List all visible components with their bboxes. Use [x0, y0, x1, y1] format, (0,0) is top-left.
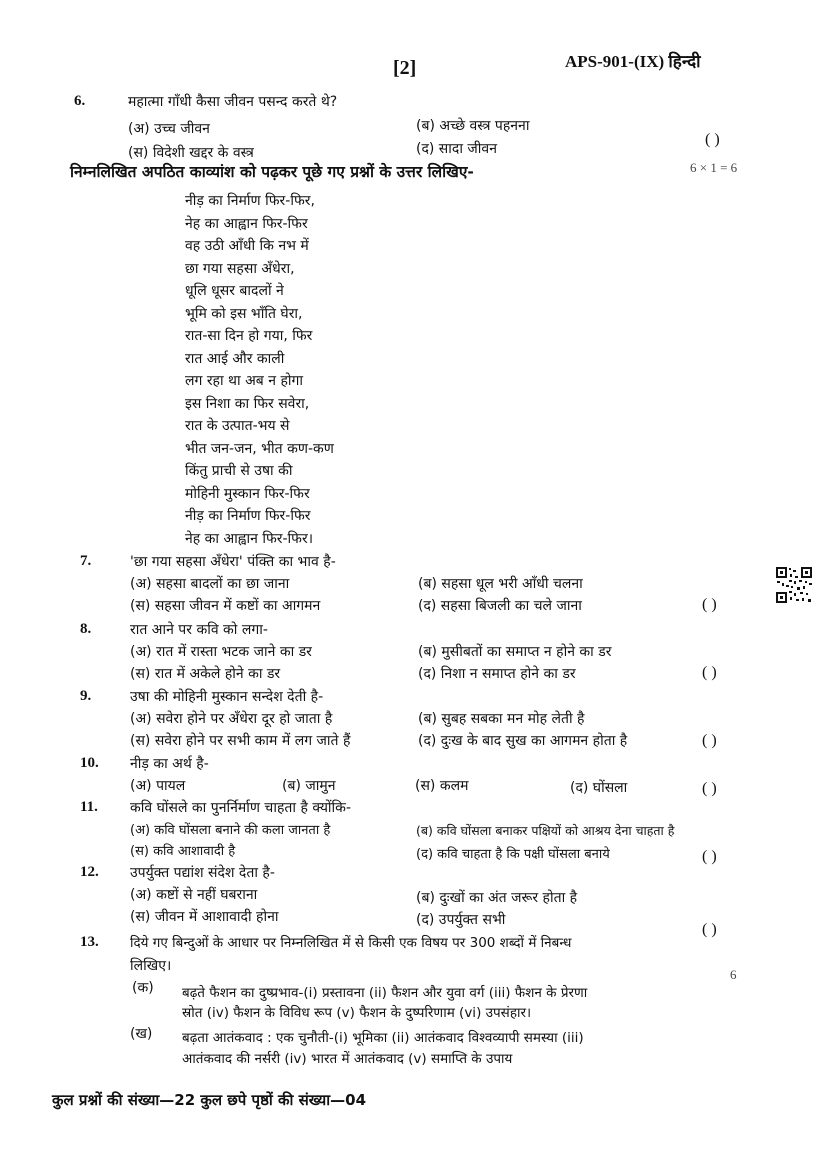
q10-option-d: (द) घोंसला [570, 780, 628, 796]
margin-mark: 6 × 1 = 6 [690, 160, 738, 175]
q11-option-b: (ब) कवि घोंसला बनाकर पक्षियों को आश्रय देना चाहता है [416, 823, 675, 838]
poem-line: रात आई और काली [185, 350, 285, 367]
q8-answer-blank: ( ) [702, 664, 717, 681]
q6-option-d: (द) सादा जीवन [416, 141, 497, 157]
poem-line: धूलि धूसर बादलों ने [185, 283, 284, 299]
q13-line-1: दिये गए बिन्दुओं के आधार पर निम्नलिखित में से किसी एक विषय पर 300 शब्दों में निबन्ध [130, 935, 572, 951]
q13-number: 13. [80, 934, 99, 950]
q13-mark: 6 [730, 967, 737, 982]
q6-number: 6. [74, 93, 86, 109]
q8-option-a: (अ) रात में रास्ता भटक जाने का डर [130, 644, 312, 660]
q9-option-b: (ब) सुबह सबका मन मोह लेती है [418, 711, 585, 727]
q7-question: 'छा गया सहसा अँधेरा' पंक्ति का भाव है- [130, 554, 336, 570]
q12-option-b: (ब) दुःखों का अंत जरूर होता है [416, 890, 578, 906]
q12-number: 12. [80, 864, 99, 880]
q7-option-d: (द) सहसा बिजली का चले जाना [418, 598, 582, 614]
q8-number: 8. [80, 621, 92, 637]
q7-number: 7. [80, 553, 92, 569]
q12-answer-blank: ( ) [702, 921, 717, 938]
q13-option-kha-line-2: आतंकवाद की नर्सरी (iv) भारत में आतंकवाद (v) समाप्ति के उपाय [182, 1051, 513, 1067]
q6-question: महात्मा गाँधी कैसा जीवन पसन्द करते थे? [128, 94, 338, 110]
q11-option-a: (अ) कवि घोंसला बनाने की कला जानता है [130, 823, 331, 838]
q8-option-d: (द) निशा न समाप्त होने का डर [418, 666, 576, 682]
poem-line: भूमि को इस भाँति घेरा, [185, 305, 303, 322]
q8-question: रात आने पर कवि को लगा- [130, 622, 268, 638]
q13-option-ka-label: (क) [132, 980, 154, 996]
q12-option-c: (स) जीवन में आशावादी होना [130, 909, 279, 925]
q10-option-a: (अ) पायल [130, 778, 186, 794]
q8-option-b: (ब) मुसीबतों का समाप्त न होने का डर [418, 644, 612, 660]
poem-line: छा गया सहसा अँधेरा, [185, 260, 295, 277]
q11-number: 11. [80, 799, 98, 815]
poem-line: नेह का आह्वान फिर-फिर। [185, 530, 314, 547]
q11-answer-blank: ( ) [702, 848, 717, 865]
poem-stanza [185, 190, 334, 550]
poem-line: भीत जन-जन, भीत कण-कण [185, 440, 334, 457]
q10-question: नीड़ का अर्थ है- [130, 756, 209, 772]
paper-code: APS-901-(IX) हिन्दी [565, 52, 701, 71]
q8-option-c: (स) रात में अकेले होने का डर [130, 666, 281, 682]
q9-answer-blank: ( ) [702, 732, 717, 749]
poem-line: नेह का आह्वान फिर-फिर [185, 215, 308, 232]
q7-option-c: (स) सहसा जीवन में कष्टों का आगमन [130, 598, 321, 614]
q9-question: उषा की मोहिनी मुस्कान सन्देश देती है- [130, 689, 324, 705]
poem-line: मोहिनी मुस्कान फिर-फिर [185, 485, 310, 502]
q10-number: 10. [80, 755, 99, 771]
q10-answer-blank: ( ) [702, 780, 717, 797]
q9-option-a: (अ) सवेरा होने पर अँधेरा दूर हो जाता है [130, 711, 333, 727]
passage-instruction: निम्नलिखित अपठित काव्यांश को पढ़कर पूछे गए प्रश्नों के उत्तर लिखिए- [70, 163, 474, 181]
q13-line-2: लिखिए। [130, 958, 172, 974]
q7-option-b: (ब) सहसा धूल भरी आँधी चलना [418, 576, 583, 592]
q9-number: 9. [80, 688, 92, 704]
poem-line: इस निशा का फिर सवेरा, [185, 395, 310, 412]
q10-option-b: (ब) जामुन [282, 778, 336, 794]
q6-option-b: (ब) अच्छे वस्त्र पहनना [416, 118, 530, 134]
q11-question: कवि घोंसले का पुनर्निर्माण चाहता है क्योंकि- [130, 800, 351, 816]
q11-option-c: (स) कवि आशावादी है [130, 844, 236, 859]
q11-option-d: (द) कवि चाहता है कि पक्षी घोंसला बनाये [416, 847, 610, 862]
q13-option-ka-line-2: स्रोत (iv) फैशन के विविध रूप (v) फैशन के दुष्परिणाम (vi) उपसंहार। [182, 1005, 532, 1021]
poem-line: रात-सा दिन हो गया, फिर [185, 328, 313, 344]
qr-code-icon [775, 566, 813, 604]
q6-answer-blank: ( ) [705, 131, 720, 148]
poem-line: रात के उत्पात-भय से [185, 418, 290, 434]
q12-option-a: (अ) कष्टों से नहीं घबराना [130, 887, 258, 903]
q6-option-a: (अ) उच्च जीवन [128, 121, 210, 137]
q6-option-c: (स) विदेशी खद्दर के वस्त्र [128, 145, 254, 161]
poem-line: लग रहा था अब न होगा [185, 373, 304, 389]
q9-option-d: (द) दुःख के बाद सुख का आगमन होता है [418, 733, 628, 749]
poem-line: वह उठी आँधी कि नभ में [185, 238, 309, 254]
q13-option-ka-line-1: बढ़ते फैशन का दुष्प्रभाव-(i) प्रस्तावना (ii) फैशन और युवा वर्ग (iii) फैशन के प्रेरणा [182, 985, 588, 1001]
poem-line: नीड़ का निर्माण फिर-फिर, [185, 193, 315, 209]
q12-option-d: (द) उपर्युक्त सभी [416, 912, 506, 928]
page-number: [2] [393, 57, 417, 79]
q9-option-c: (स) सवेरा होने पर सभी काम में लग जाते हैं [130, 733, 351, 749]
q7-answer-blank: ( ) [702, 596, 717, 613]
poem-line: नीड़ का निर्माण फिर-फिर [185, 508, 311, 524]
q10-option-c: (स) कलम [415, 778, 469, 794]
q7-option-a: (अ) सहसा बादलों का छा जाना [130, 576, 290, 592]
q13-option-kha-label: (ख) [130, 1026, 153, 1042]
poem-line: किंतु प्राची से उषा की [185, 463, 293, 479]
q13-option-kha-line-1: बढ़ता आतंकवाद : एक चुनौती-(i) भूमिका (ii) आतंकवाद विश्वव्यापी समस्या (iii) [182, 1030, 584, 1046]
q12-question: उपर्युक्त पद्यांश संदेश देता है- [130, 865, 275, 881]
page-footer: कुल प्रश्नों की संख्या—22 कुल छपे पृष्ठों की संख्या—04 [52, 1091, 367, 1109]
